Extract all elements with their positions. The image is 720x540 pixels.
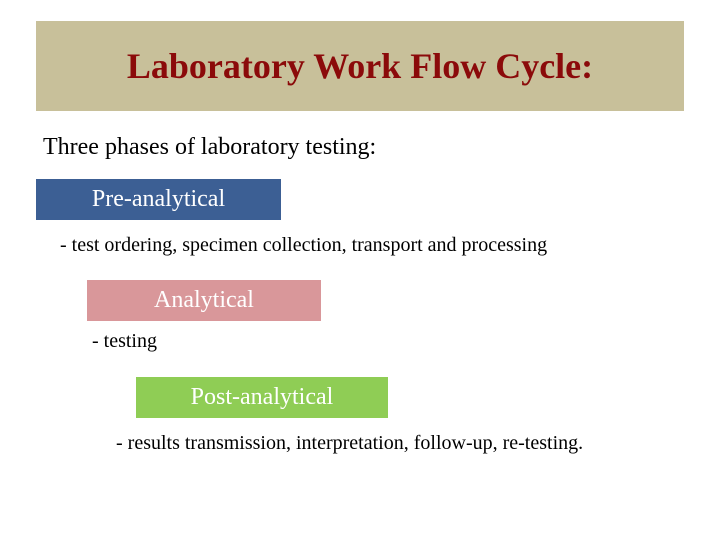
page-title: Laboratory Work Flow Cycle: [126, 46, 594, 86]
phase-description-pre-analytical: - test ordering, specimen collection, transport and processing [60, 234, 548, 256]
phase-label-pre-analytical: Pre-analytical [36, 179, 281, 220]
phase-description-post-analytical: - results transmission, interpretation, follow-up, re-testing. [116, 432, 584, 454]
intro-text: Three phases of laboratory testing: [43, 134, 377, 160]
title-banner [36, 21, 684, 111]
phase-label-post-analytical: Post-analytical [136, 377, 388, 418]
phase-label-analytical: Analytical [87, 280, 321, 321]
phase-description-analytical: - testing [92, 330, 157, 352]
